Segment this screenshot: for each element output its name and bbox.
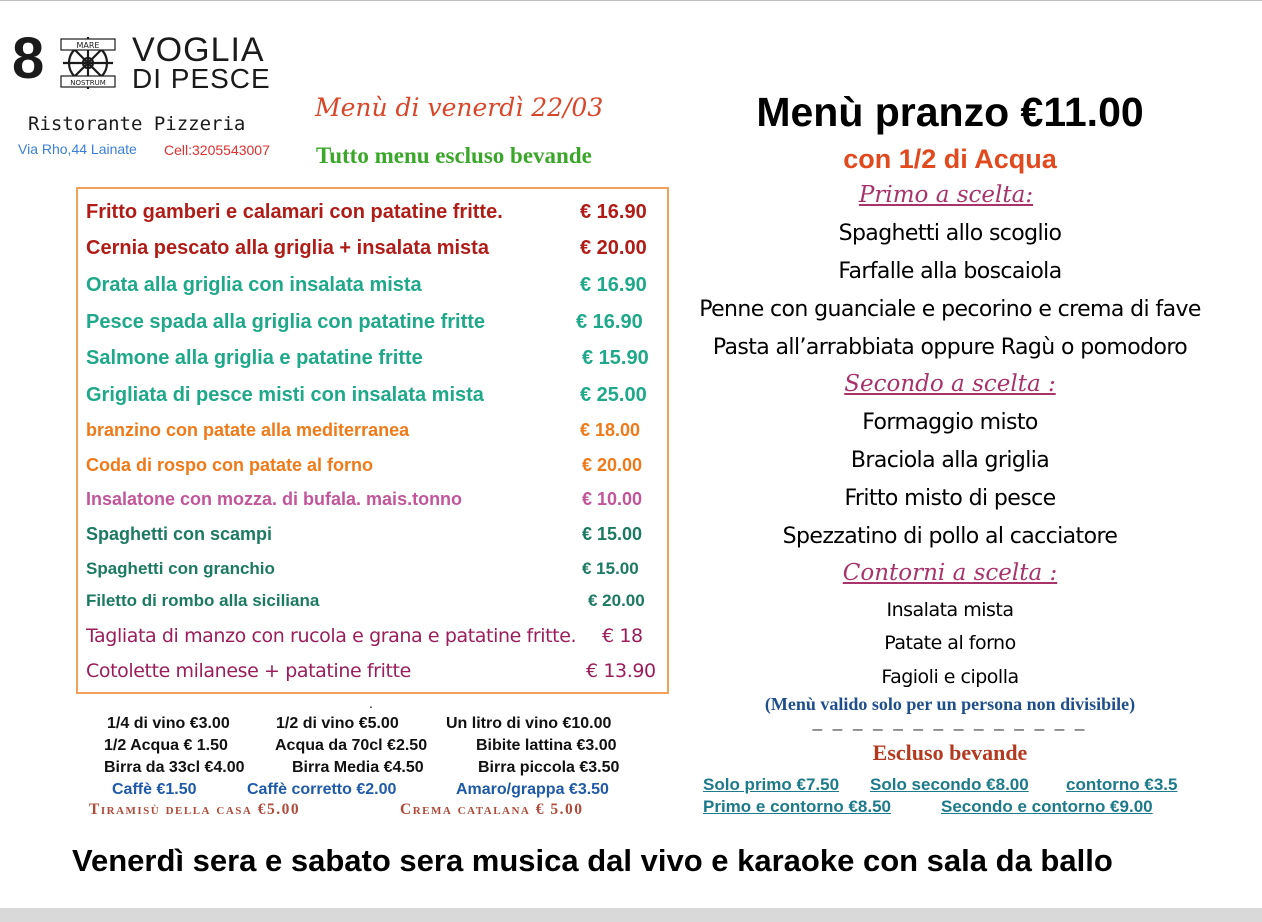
- drink-item: Birra Media €4.50: [292, 759, 424, 776]
- option-price: Solo primo €7.50: [703, 775, 840, 794]
- special-name: branzino con patate alla mediterranea: [86, 420, 410, 440]
- special-name: Coda di rospo con patate al forno: [86, 455, 374, 475]
- special-price: € 13.90: [586, 660, 656, 682]
- drink-item: Birra piccola €3.50: [478, 759, 620, 776]
- special-name: Cernia pescato alla griglia + insalata mista: [86, 237, 489, 259]
- option-price: contorno €3.5: [1066, 775, 1178, 794]
- menu-note: Tutto menu escluso bevande: [316, 143, 592, 168]
- special-price: € 16.90: [576, 311, 643, 333]
- drinks-dot: .: [369, 695, 373, 711]
- valid-note: (Menù valido solo per un persona non divisibile): [764, 694, 1136, 714]
- drink-item: Acqua da 70cl €2.50: [275, 737, 428, 754]
- option-price: Solo secondo €8.00: [870, 775, 1029, 794]
- special-price: € 18.00: [580, 420, 641, 440]
- special-price: € 15.00: [582, 559, 639, 578]
- wheel-top-text: MARE: [76, 41, 100, 50]
- coffee-item: Caffè corretto €2.00: [247, 781, 397, 798]
- primo-item: Pasta all’arrabbiata oppure Ragù o pomodoro: [712, 335, 1188, 360]
- secondo-item: Formaggio misto: [862, 410, 1038, 435]
- special-price: € 20.00: [580, 237, 647, 259]
- primo-item: Spaghetti allo scoglio: [838, 221, 1062, 246]
- option-price: Secondo e contorno €9.00: [941, 797, 1153, 816]
- option-price: Primo e contorno €8.50: [703, 797, 891, 816]
- wheel-bottom-text: NOSTRUM: [70, 79, 106, 87]
- drink-item: 1/4 di vino €3.00: [107, 715, 230, 732]
- ship-wheel-icon: [55, 33, 121, 93]
- special-price: € 18: [602, 625, 643, 647]
- special-price: € 16.90: [580, 201, 647, 223]
- special-name: Filetto di rombo alla siciliana: [86, 591, 320, 610]
- special-price: € 20.00: [588, 591, 645, 610]
- separator: _ _ _ _ _ _ _ _ _ _ _ _ _ _: [812, 712, 1088, 731]
- address: Via Rho,44 Lainate: [18, 141, 137, 157]
- special-name: Grigliata di pesce misti con insalata mista: [86, 384, 484, 406]
- contorno-item: Insalata mista: [886, 599, 1014, 621]
- contorno-item: Patate al forno: [884, 632, 1016, 654]
- special-name: Spaghetti con granchio: [86, 559, 275, 578]
- phone: Cell:3205543007: [164, 142, 270, 158]
- primo-header: Primo a scelta:: [858, 182, 1034, 208]
- drink-item: Un litro di vino €10.00: [446, 715, 612, 732]
- menu-date: Menù di venerdì 22/03: [315, 93, 604, 122]
- secondo-item: Fritto misto di pesce: [844, 486, 1056, 511]
- lunch-subtitle: con 1/2 di Acqua: [843, 144, 1057, 174]
- lunch-title: Menù pranzo €11.00: [756, 89, 1144, 135]
- dessert-item: Tiramisù della casa €5.00: [89, 801, 301, 818]
- secondo-item: Braciola alla griglia: [850, 448, 1050, 473]
- drink-item: 1/2 di vino €5.00: [276, 715, 399, 732]
- drink-item: 1/2 Acqua € 1.50: [104, 737, 228, 754]
- primo-item: Farfalle alla boscaiola: [838, 259, 1062, 284]
- special-name: Orata alla griglia con insalata mista: [86, 274, 422, 296]
- primo-item: Penne con guanciale e pecorino e crema di fave: [699, 297, 1201, 322]
- coffee-item: Caffè €1.50: [112, 781, 197, 798]
- special-price: € 25.00: [580, 384, 647, 406]
- secondo-item: Spezzatino di pollo al cacciatore: [782, 524, 1118, 549]
- special-name: Insalatone con mozza. di bufala. mais.tonno: [86, 489, 463, 509]
- coffee-item: Amaro/grappa €3.50: [456, 781, 609, 798]
- special-name: Salmone alla griglia e patatine fritte: [86, 347, 423, 369]
- excluded-note: Escluso bevande: [872, 740, 1028, 765]
- special-price: € 15.00: [582, 524, 643, 544]
- logo-name-line1: VOGLIA: [132, 31, 265, 69]
- logo-subtitle: Ristorante Pizzeria: [28, 113, 246, 135]
- dessert-item: Crema catalana € 5.00: [400, 801, 584, 818]
- special-price: € 10.00: [582, 489, 643, 509]
- special-name: Fritto gamberi e calamari con patatine fritte.: [86, 201, 503, 223]
- special-name: Spaghetti con scampi: [86, 524, 273, 544]
- drink-item: Birra da 33cl €4.00: [104, 759, 245, 776]
- logo-name-line2: DI PESCE: [132, 63, 271, 94]
- contorno-item: Fagioli e cipolla: [881, 666, 1019, 688]
- logo-number: 8: [12, 26, 45, 91]
- special-name: Pesce spada alla griglia con patatine fritte: [86, 311, 486, 333]
- special-name: Cotolette milanese + patatine fritte: [86, 660, 411, 682]
- special-price: € 16.90: [580, 274, 647, 296]
- contorni-header: Contorni a scelta :: [842, 560, 1058, 586]
- drink-item: Bibite lattina €3.00: [476, 737, 617, 754]
- special-price: € 15.90: [582, 347, 649, 369]
- secondo-header: Secondo a scelta :: [844, 371, 1056, 397]
- special-name: Tagliata di manzo con rucola e grana e patatine fritte.: [86, 625, 577, 647]
- special-price: € 20.00: [582, 455, 643, 475]
- footer-banner: Venerdì sera e sabato sera musica dal vivo e karaoke con sala da ballo: [72, 843, 1113, 878]
